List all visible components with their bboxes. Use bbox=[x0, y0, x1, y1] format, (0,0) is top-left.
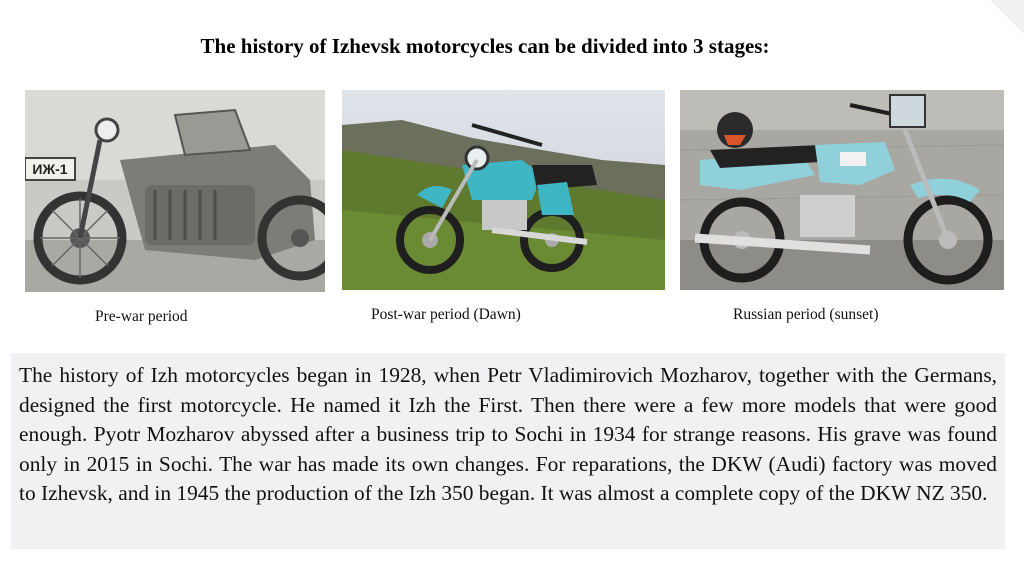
postwar-motorcycle-photo bbox=[342, 90, 665, 290]
slide-corner-decoration bbox=[990, 0, 1024, 34]
prewar-motorcycle-photo bbox=[25, 90, 325, 292]
slide-title: The history of Izhevsk motorcycles can be divided into 3 stages: bbox=[200, 34, 770, 58]
caption-postwar-period: Post-war period (Dawn) bbox=[371, 306, 521, 323]
russian-period-motorcycle-photo bbox=[680, 90, 1004, 290]
caption-prewar-period: Pre-war period bbox=[95, 308, 188, 325]
license-plate-text: ИЖ-1 bbox=[32, 161, 68, 177]
caption-russian-period: Russian period (sunset) bbox=[733, 306, 879, 323]
history-description-text: The history of Izh motorcycles began in 1928, when Petr Vladimirovich Mozharov, together with the Germans, designed the first motorcycle. He named it Izh the First. Then there were a few more models that were good enough. Pyotr Mozharov abyssed after a business trip to Sochi in 1934 for strange reasons. His grave was found only in 2015 in Sochi. The war has made its own changes. For reparations, the DKW (Audi) factory was moved to Izhevsk, and in 1945 the production of the Izh 350 began. It was almost a complete copy of the DKW NZ 350. bbox=[19, 363, 997, 505]
history-description-box bbox=[11, 353, 1005, 549]
